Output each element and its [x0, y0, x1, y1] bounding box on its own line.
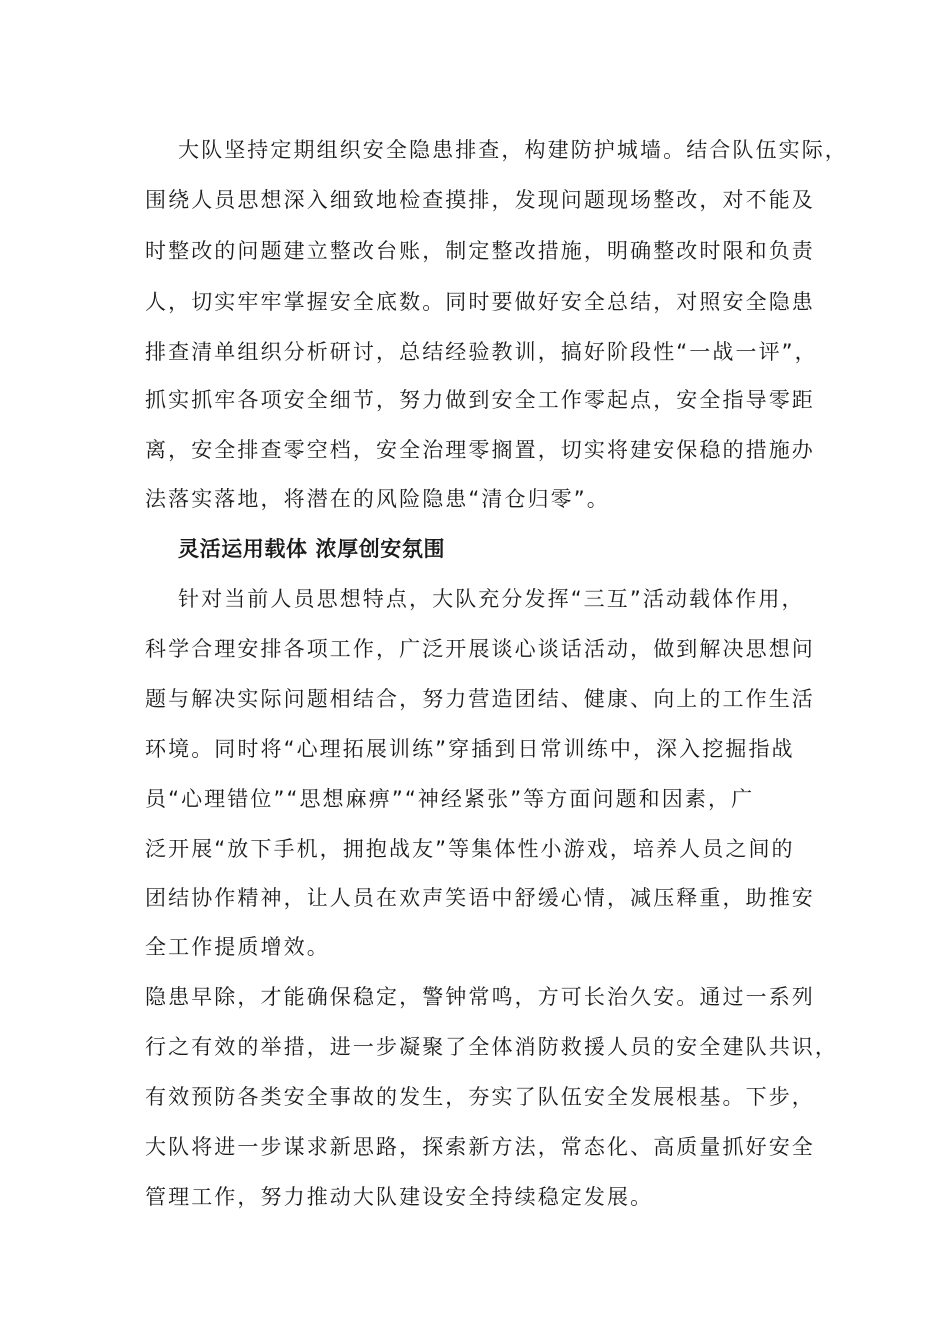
paragraph-3-line-2: 行之有效的举措，进一步凝聚了全体消防救援人员的安全建队共识，	[145, 1035, 838, 1059]
paragraph-3-line-3: 有效预防各类安全事故的发生，夯实了队伍安全发展根基。下步，	[145, 1085, 815, 1109]
paragraph-1-line-5: 排查清单组织分析研讨，总结经验教训，搞好阶段性“一战一评”，	[145, 340, 818, 364]
paragraph-2-line-8: 全工作提质增效。	[145, 935, 330, 959]
paragraph-2-line-7: 团结协作精神，让人员在欢声笑语中舒缓心情，减压释重，助推安	[145, 886, 815, 910]
paragraph-3-line-4: 大队将进一步谋求新思路，探索新方法，常态化、高质量抓好安全	[145, 1135, 815, 1159]
paragraph-2-line-3: 题与解决实际问题相结合，努力营造团结、健康、向上的工作生活	[145, 687, 815, 711]
paragraph-1-line-4: 人，切实牢牢掌握安全底数。同时要做好安全总结，对照安全隐患	[145, 290, 815, 314]
paragraph-3-line-1: 隐患早除，才能确保稳定，警钟常鸣，方可长治久安。通过一系列	[145, 985, 815, 1009]
section-heading: 灵活运用载体 浓厚创安氛围	[178, 537, 446, 561]
paragraph-1-line-7: 离，安全排查零空档，安全治理零搁置，切实将建安保稳的措施办	[145, 438, 815, 462]
paragraph-1-line-8: 法落实落地，将潜在的风险隐患“清仓归零”。	[145, 487, 610, 511]
paragraph-2-line-5: 员“心理错位”“思想麻痹”“神经紧张”等方面问题和因素，广	[145, 787, 755, 811]
paragraph-1-line-2: 围绕人员思想深入细致地检查摸排，发现问题现场整改，对不能及	[145, 188, 815, 212]
paragraph-1-line-1: 大队坚持定期组织安全隐患排查，构建防护城墙。结合队伍实际，	[178, 138, 848, 162]
paragraph-3-line-5: 管理工作，努力推动大队建设安全持续稳定发展。	[145, 1185, 654, 1209]
paragraph-1-line-3: 时整改的问题建立整改台账，制定整改措施，明确整改时限和负责	[145, 239, 815, 263]
paragraph-2-line-1: 针对当前人员思想特点，大队充分发挥“三互”活动载体作用，	[178, 587, 805, 611]
paragraph-2-line-2: 科学合理安排各项工作，广泛开展谈心谈话活动，做到解决思想问	[145, 637, 815, 661]
paragraph-2-line-6: 泛开展“放下手机，拥抱战友”等集体性小游戏，培养人员之间的	[145, 837, 795, 861]
paragraph-2-line-4: 环境。同时将“心理拓展训练”穿插到日常训练中，深入挖掘指战	[145, 737, 795, 761]
paragraph-1-line-6: 抓实抓牢各项安全细节，努力做到安全工作零起点，安全指导零距	[145, 388, 815, 412]
